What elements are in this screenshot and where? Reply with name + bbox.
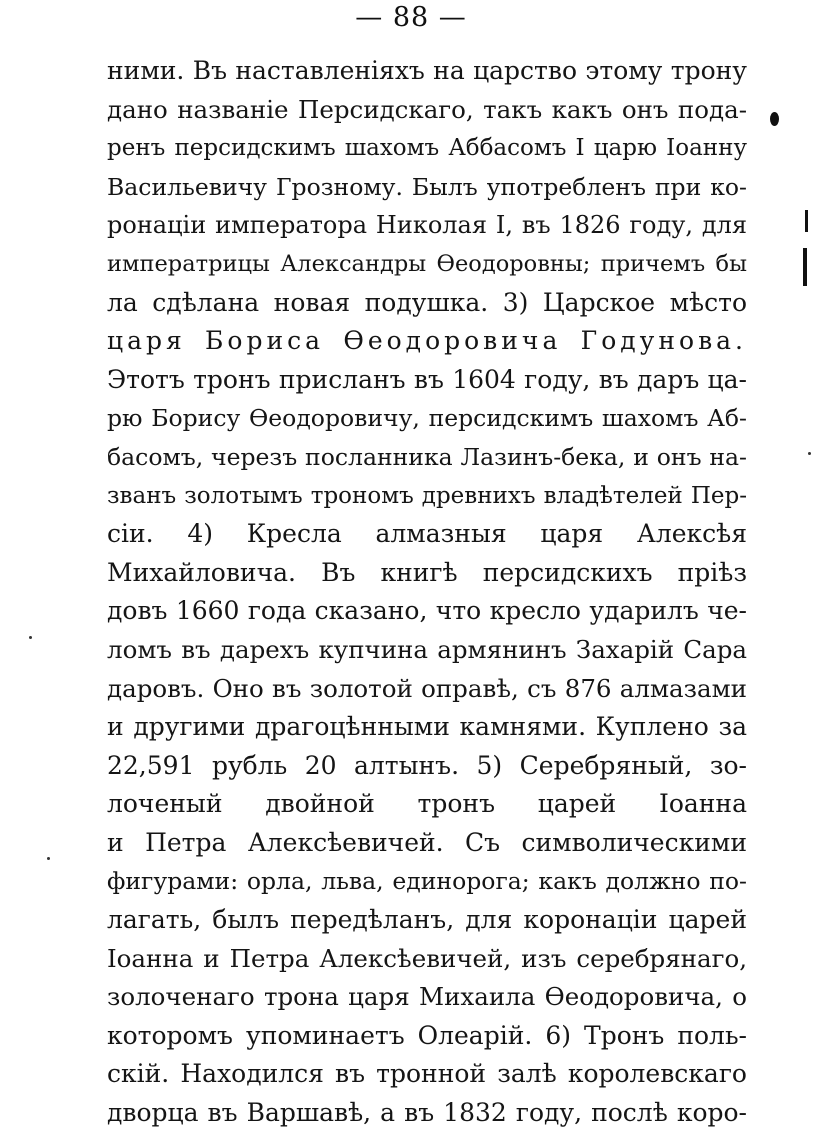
scan-dot: [29, 636, 32, 639]
scan-dot: [47, 857, 50, 860]
text-line: 22,591 рубль 20 алтынъ. 5) Серебряный, зо-: [107, 750, 747, 780]
text-line: лагать, былъ передѣланъ, для коронаціи царей: [107, 905, 747, 935]
text-line: дано названіе Персидскаго, такъ какъ онъ пода-: [107, 94, 747, 124]
text-line: Васильевичу Грозному. Былъ употребленъ при ко-: [107, 172, 747, 201]
text-line: довъ 1660 года сказано, что кресло ударилъ че-: [107, 596, 747, 626]
text-line: императрицы Александры Ѳеодоровны; причемъ бы: [107, 250, 747, 277]
text-line: сіи. 4) Кресла алмазныя царя Алексѣя: [107, 519, 747, 549]
text-line: ними. Въ наставленіяхъ на царство этому трону: [107, 56, 747, 85]
text-line: которомъ упоминаетъ Олеарій. 6) Тронъ поль-: [107, 1020, 747, 1050]
body-text: [107, 52, 747, 1133]
text-line: ла сдѣлана новая подушка. 3) Царское мѣсто: [107, 287, 747, 317]
text-line: царя Бориса Ѳеодоровича Годунова.: [107, 326, 747, 356]
scan-speck: [770, 112, 779, 126]
text-line: фигурами: орла, льва, единорога; какъ должно по-: [107, 867, 747, 896]
scan-dot: [808, 452, 811, 455]
text-line: рю Борису Ѳеодоровичу, персидскимъ шахомъ Аб-: [107, 404, 747, 433]
text-line: Іоанна и Петра Алексѣевичей, изъ серебрянаго,: [107, 943, 747, 973]
page-number: — 88 —: [355, 2, 467, 33]
text-line: ренъ персидскимъ шахомъ Аббасомъ I царю Іоанну: [107, 135, 747, 162]
text-line: ломъ въ дарехъ купчина армянинъ Захарій Сара: [107, 634, 747, 664]
text-line: лоченый двойной тронъ царей Іоанна: [107, 789, 747, 819]
text-line: званъ золотымъ трономъ древнихъ владѣтелей Пер-: [107, 482, 747, 509]
text-line: скій. Находился въ тронной залѣ королевскаго: [107, 1059, 747, 1089]
text-line: Михайловича. Въ книгѣ персидскихъ пріѣз: [107, 557, 747, 587]
scan-mark: [805, 210, 808, 232]
text-line: и Петра Алексѣевичей. Съ символическими: [107, 827, 747, 857]
text-line: даровъ. Оно въ золотой оправѣ, съ 876 алмазами: [107, 673, 747, 703]
text-line: ронаціи императора Николая I, въ 1826 году, для: [107, 211, 747, 240]
text-line: и другими драгоцѣнными камнями. Куплено за: [107, 712, 747, 742]
text-line: Этотъ тронъ присланъ въ 1604 году, въ даръ ца-: [107, 364, 747, 394]
text-line: золоченаго трона царя Михаила Ѳеодоровича, о: [107, 982, 747, 1012]
text-line: басомъ, черезъ посланника Лазинъ-бека, и онъ на-: [107, 442, 747, 471]
scan-mark: [803, 248, 807, 286]
text-line: дворца въ Варшавѣ, а въ 1832 году, послѣ коро-: [107, 1098, 747, 1128]
